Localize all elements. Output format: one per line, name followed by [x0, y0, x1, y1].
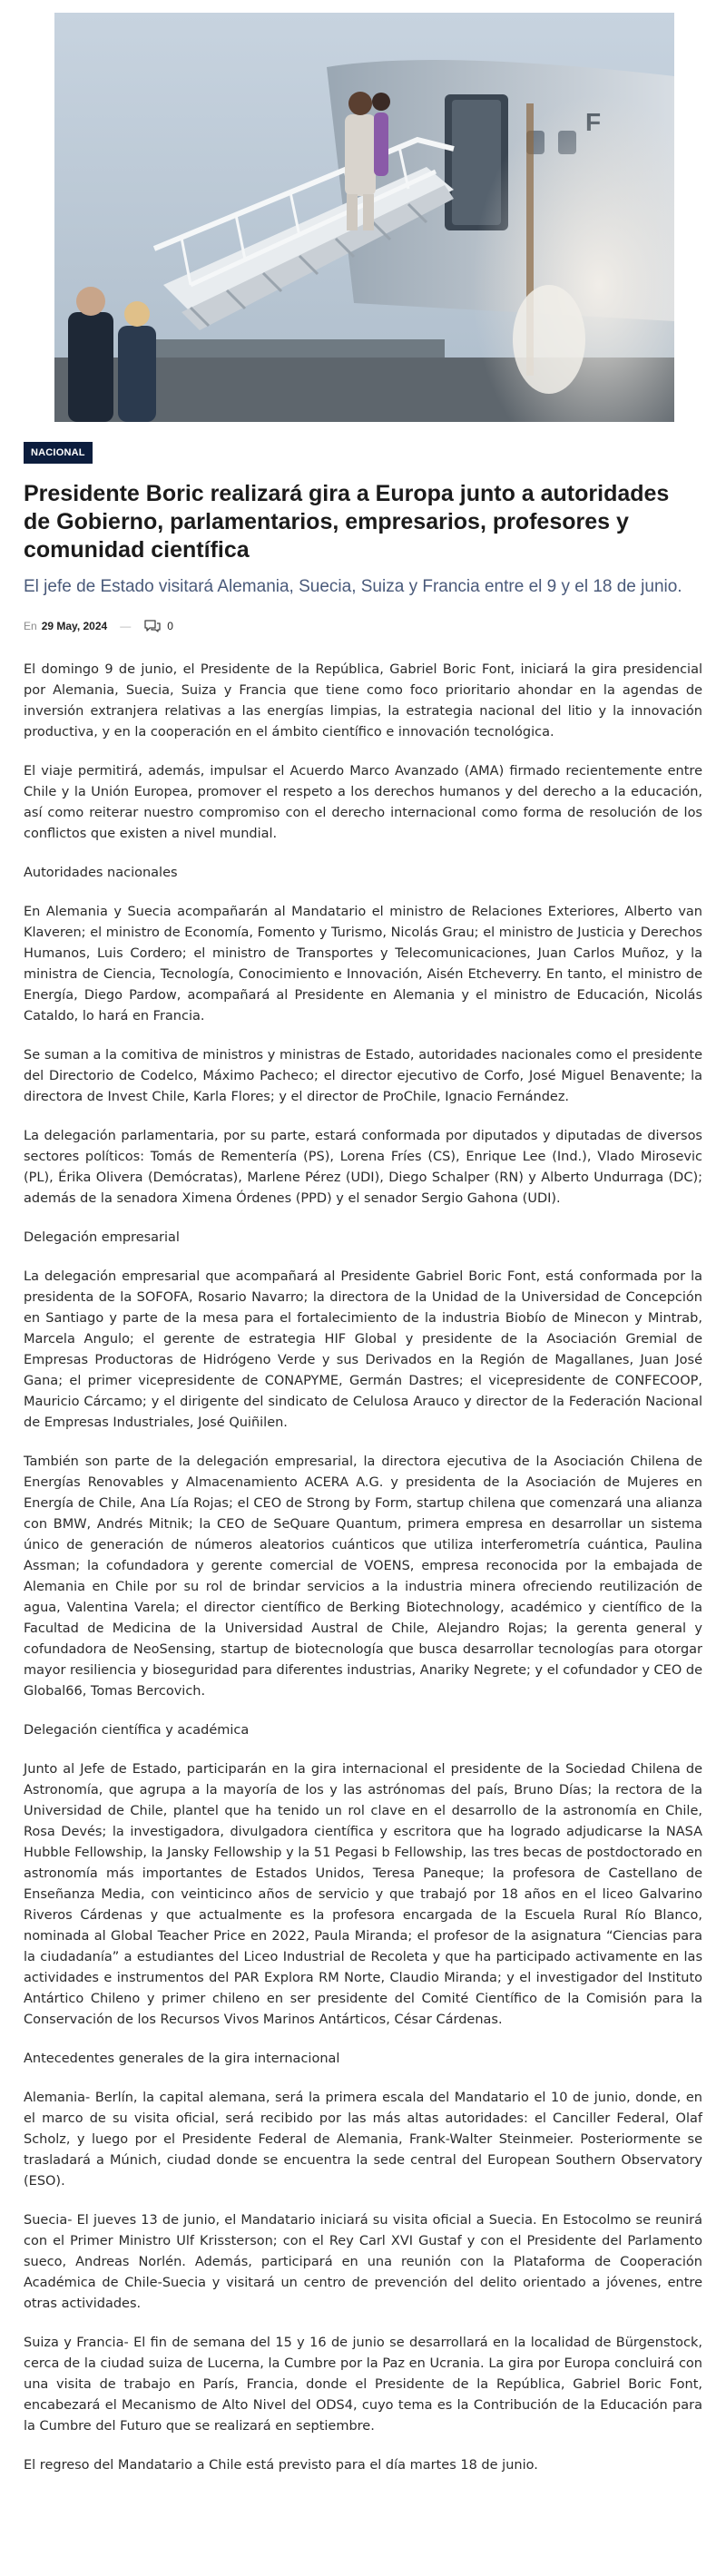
paragraph: El domingo 9 de junio, el Presidente de la República, Gabriel Boric Font, iniciará la gira presidencial por Alemania, Suecia, Suiza y Francia que tiene como foco prioritario ahondar en la agendas de inversión extranjera relativas a las energías limpias, la estrategia nacional del litio y la innovación productiva, y en la cooperación en el ámbito científico e innovación tecnológica.: [24, 662, 702, 739]
photo-icon: [54, 13, 674, 422]
meta-prefix: En: [24, 620, 37, 632]
publish-date: 29 May, 2024: [41, 620, 108, 632]
paragraph: El regreso del Mandatario a Chile está previsto para el día martes 18 de junio.: [24, 2458, 538, 2473]
paragraph: Alemania- Berlín, la capital alemana, será la primera escala del Mandatario el 10 de junio, donde, en el marco de su visita oficial, será recibido por las más altas autoridades: el Canciller Federal, Olaf Scholz, y luego por el Presidente Federal de Alemania, Frank-Walter Steinmeier. Posteriormente se trasladará a Múnich, ciudad donde se encuentra la sede central del European Southern Observatory (ESO).: [24, 2091, 702, 2189]
section-heading: Delegación empresarial: [24, 1230, 180, 1245]
hero-image: [54, 13, 674, 422]
paragraph: El viaje permitirá, además, impulsar el Acuerdo Marco Avanzado (AMA) firmado recientemente entre Chile y la Unión Europea, promover el respeto a los derechos humanos y del derecho a la educación, así como reiterar nuestro compromiso con el derecho internacional como forma de resolución de los conflictos que existen a nivel mundial.: [24, 764, 702, 841]
paragraph: La delegación parlamentaria, por su parte, estará conformada por diputados y diputadas de diversos sectores políticos: Tomás de Rementería (PS), Lorena Fríes (CS), Enrique Lee (Ind.), Vlado Mirosevic (PL), Érika Olivera (Demócratas), Marlene Pérez (UDI), Diego Schalper (RN) y Alberto Undurraga (DC); además de la senadora Ximena Órdenes (PPD) y el senador Sergio Gahona (UDI).: [24, 1129, 702, 1206]
comment-count[interactable]: 0: [167, 620, 173, 632]
paragraph: La delegación empresarial que acompañará al Presidente Gabriel Boric Font, está conformada por la presidenta de la SOFOFA, Rosario Navarro; la directora de la Unidad de la Universidad de Concepción en Santiago y parte de la mesa para el fortalecimiento de la industria Biobío de Minecon y Mintrab, Marcela Angulo; el gerente de estrategia HIF Global y presidente de la Asociación Gremial de Empresas Productoras de Hidrógeno Verde y sus Derivados en la Región de Magallanes, Juan José Gana; el primer vicepresidente de CONAPYME, Germán Dastres; el vicepresidente de CONFECOOP, Mauricio Cárcamo; y el dirigente del sindicato de Celulosa Arauco y director de la Federación Nacional de Empresas Industriales, José Quiñilen.: [24, 1269, 702, 1430]
section-heading: Delegación científica y académica: [24, 1723, 250, 1738]
paragraph: En Alemania y Suecia acompañarán al Mandatario el ministro de Relaciones Exteriores, Alberto van Klaveren; el ministro de Economía, Fomento y Turismo, Nicolás Grau; el ministro de Justicia y Derechos Humanos, Luis Cordero; el ministro de Transportes y Telecomunicaciones, Juan Carlos Muñoz, y la ministra de Ciencia, Tecnología, Conocimiento e Innovación, Aisén Etcheverry. En tanto, el ministro de Energía, Diego Pardow, acompañará al Presidente en Alemania y el ministro de Educación, Nicolás Cataldo, lo hará en Francia.: [24, 905, 702, 1024]
article-title: Presidente Boric realizará gira a Europa junto a autoridades de Gobierno, parlamentarios, empresarios, profesores y comunidad científica: [24, 481, 670, 563]
section-heading: Antecedentes generales de la gira internacional: [24, 2052, 340, 2066]
paragraph: Suecia- El jueves 13 de junio, el Mandatario iniciará su visita oficial a Suecia. En Estocolmo se reunirá con el Primer Ministro Ulf Krissterson; con el Rey Carl XVI Gustaf y con el Presidente del Parlamento sueco, Andreas Norlén. Además, participará en una reunión con la Plataforma de Cooperación Académica de Chile-Suecia y visitará un centro de prevención del delito orientado a jóvenes, entre otras actividades.: [24, 2213, 702, 2311]
article-body: [24, 660, 702, 2494]
section-heading: Autoridades nacionales: [24, 866, 178, 880]
article-subtitle: El jefe de Estado visitará Alemania, Suecia, Suiza y Francia entre el 9 y el 18 de junio.: [24, 577, 682, 596]
article-meta: [24, 617, 173, 635]
paragraph: También son parte de la delegación empresarial, la directora ejecutiva de la Asociación Chilena de Energías Renovables y Almacenamiento ACERA A.G. y presidenta de la Asociación de Mujeres en Energía de Chile, Ana Lía Rojas; el CEO de Strong by Form, startup chilena que comenzará una alianza con BMW, Andrés Mitnik; la CEO de SeQuare Quantum, primera empresa en desarrollar un sistema único de generación de números aleatorios cuánticos que utiliza interferometría cuántica, Paulina Assman; la cofundadora y gerente comercial de VOENS, empresa reconocida por la embajada de Alemania en Chile por su rol de brindar servicios a la industria minera ofreciendo reutilización de agua, Valentina Varela; el director científico de Berking Biotechnology, académico y científico de la Facultad de Medicina de la Universidad Austral de Chile, Alejandro Rojas; la gerenta general y cofundadora de NeoSensing, startup de biotecnología que busca desarrollar tecnologías para otorgar mayor resiliencia y bioseguridad para diferentes industrias, Anariky Negrete; y el cofundador y CEO de Global66, Tomas Bercovich.: [24, 1455, 702, 1699]
paragraph: Suiza y Francia- El fin de semana del 15 y 16 de junio se desarrollará en la localidad de Bürgenstock, cerca de la ciudad suiza de Lucerna, la Cumbre por la Paz en Ucrania. La gira por Europa concluirá con una visita de trabajo en París, Francia, donde el Presidente de la República, Gabriel Boric Font, encabezará el Mecanismo de Alto Nivel del ODS4, cuyo tema es la Contribución de la Educación para la Cumbre del Futuro que se realizará en septiembre.: [24, 2336, 702, 2434]
category-badge[interactable]: NACIONAL: [24, 442, 93, 464]
comment-icon[interactable]: [143, 619, 162, 633]
meta-separator: —: [120, 620, 132, 632]
paragraph: Se suman a la comitiva de ministros y ministras de Estado, autoridades nacionales como el presidente del Directorio de Codelco, Máximo Pacheco; el director ejecutivo de Corfo, José Miguel Benavente; la directora de Invest Chile, Karla Flores; y el director de ProChile, Ignacio Fernández.: [24, 1048, 702, 1104]
paragraph: Junto al Jefe de Estado, participarán en la gira internacional el presidente de la Sociedad Chilena de Astronomía, que agrupa a la mayoría de los y las astrónomas del país, Bruno Días; la rectora de la Universidad de Chile, plantel que ha tenido un rol clave en el desarrollo de la astronomía en Chile, Rosa Devés; la investigadora, divulgadora científica y escritora que ha logrado adjudicarse la NASA Hubble Fellowship, la Jansky Fellowship y la 51 Pegasi b Fellowship, las tres becas de postdoctorado en astronomía más importantes de Estados Unidos, Teresa Paneque; la profesora de Castellano de Enseñanza Media, con veinticinco años de servicio y que trabajó por 18 años en el liceo Galvarino Riveros Cárdenas y que actualmente es la profesora encargada de la Escuela Rural Río Blanco, nominada al Global Teacher Price en 2022, Paula Miranda; el profesor de la asignatura “Ciencias para la ciudadanía” a estudiantes del Liceo Industrial de Recoleta y que ha participado activamente en las actividades e instrumentos del PAR Explora RM Norte, Claudio Miranda; y el investigador del Instituto Antártico Chileno y primer chileno en ser presidente del Comité Científico de la Comisión para la Conservación de los Recursos Vivos Marinos Antárticos, César Cárdenas.: [24, 1762, 702, 2027]
